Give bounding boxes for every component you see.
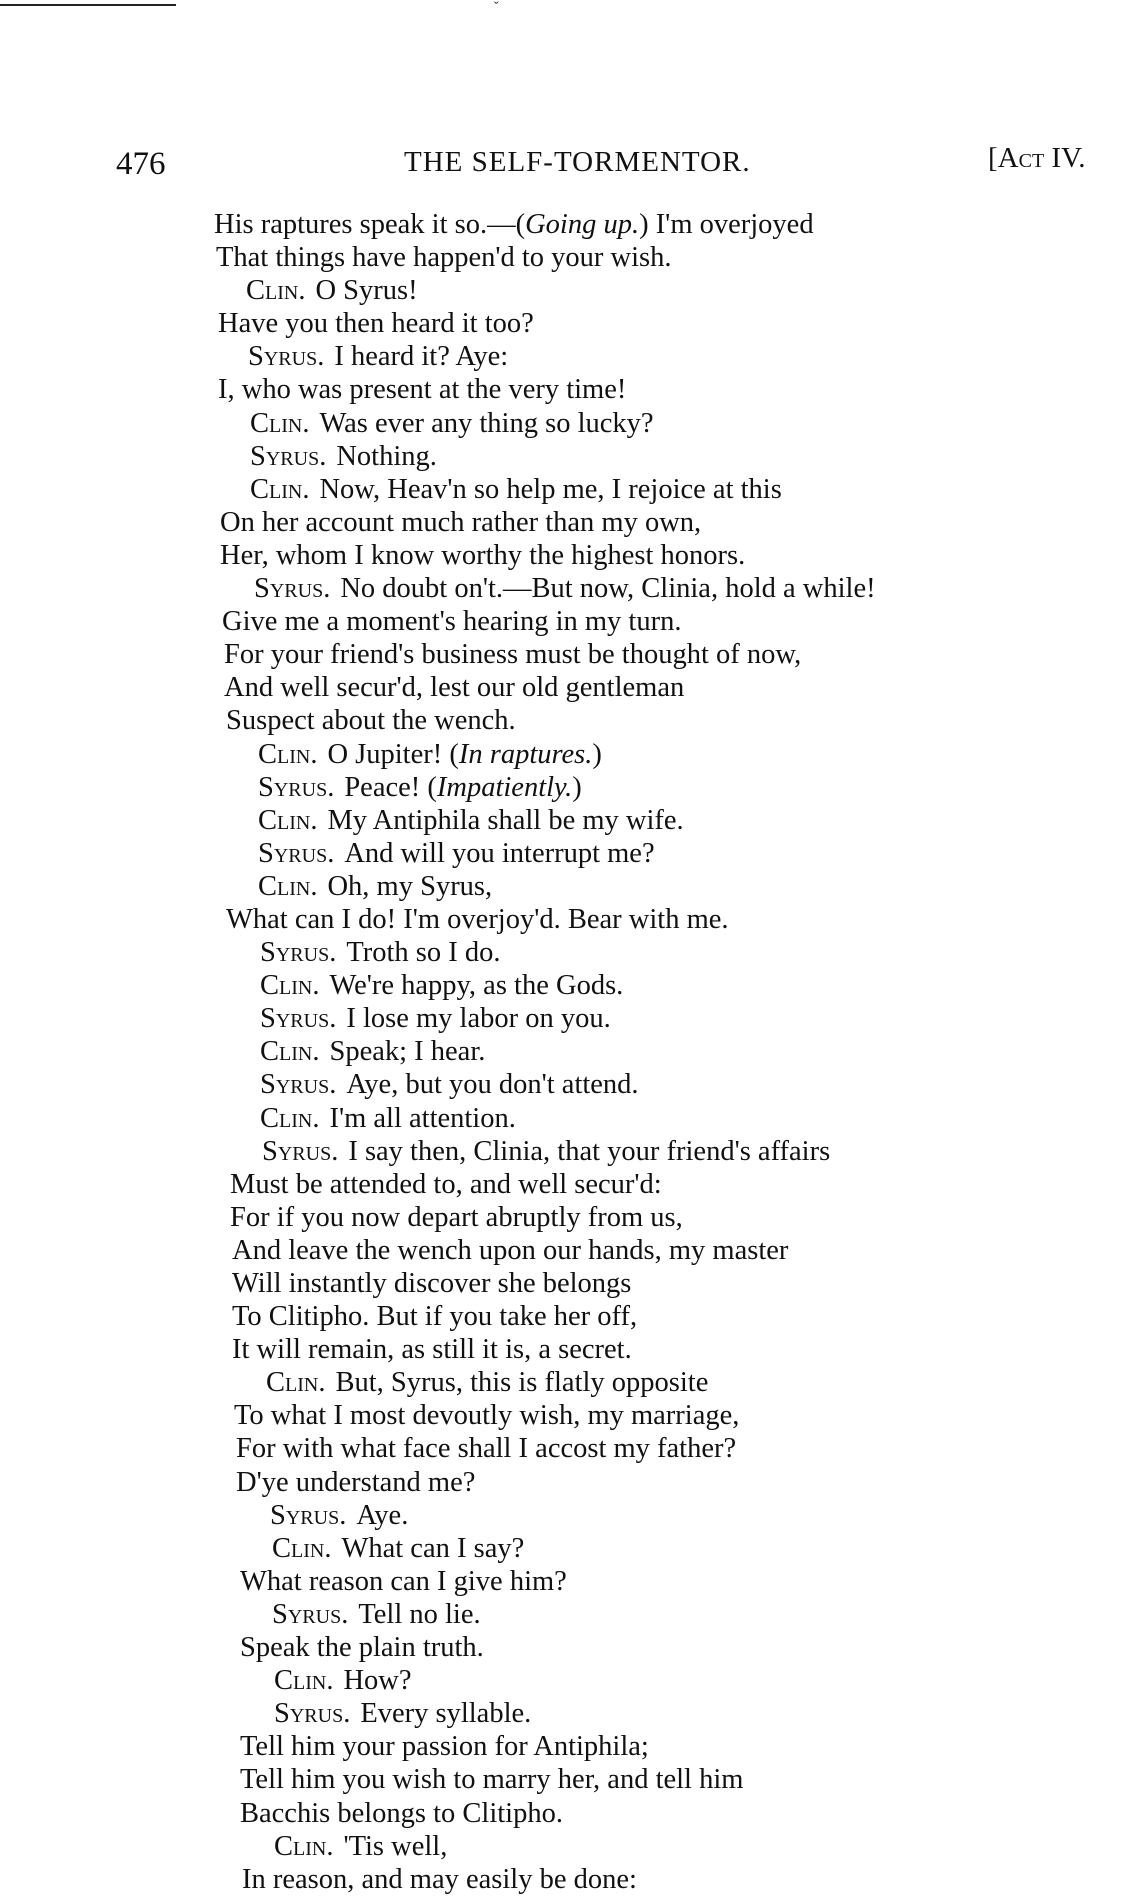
verse-line <box>0 605 1121 638</box>
line-text: 'Tis well, <box>343 1830 448 1862</box>
speaker-name: Syrus. <box>258 837 335 869</box>
line-text: That things have happen'd to your wish. <box>216 242 672 274</box>
speech-line <box>0 407 1121 440</box>
verse-line <box>0 506 1121 539</box>
line-text: Speak; I hear. <box>329 1036 486 1068</box>
line-text: Must be attended to, and well secur'd: <box>230 1168 662 1200</box>
line-text: It will remain, as still it is, a secret. <box>232 1334 632 1366</box>
stage-direction: Going up. <box>525 209 640 240</box>
speaker-name: Clin. <box>258 804 318 836</box>
line-text: For with what face shall I accost my father? <box>236 1433 737 1465</box>
line-text: I say then, Clinia, that your friend's affairs <box>348 1135 831 1167</box>
line-text: His raptures speak it so.—( <box>214 209 526 240</box>
line-text: But, Syrus, this is flatly opposite <box>335 1367 709 1399</box>
line-text: Her, whom I know worthy the highest honors. <box>220 539 746 571</box>
line-text: Peace! ( <box>344 771 437 803</box>
verse-line <box>0 241 1121 274</box>
verse-line <box>0 1730 1121 1763</box>
act-label: [Act IV. <box>988 142 1086 174</box>
speaker-name: Syrus. <box>250 440 327 472</box>
speech-line <box>0 1532 1121 1565</box>
verse-line <box>0 1863 1121 1896</box>
line-text: My Antiphila shall be my wife. <box>327 804 684 836</box>
line-text: To Clitipho. But if you take her off, <box>232 1301 638 1333</box>
speaker-name: Clin. <box>260 1102 320 1134</box>
speaker-name: Syrus. <box>260 937 337 969</box>
speaker-name: Clin. <box>246 275 306 307</box>
verse-line <box>0 1300 1121 1333</box>
verse-line <box>0 1168 1121 1201</box>
line-text: How? <box>343 1665 412 1697</box>
page-number: 476 <box>116 146 166 182</box>
verse-line <box>0 1267 1121 1300</box>
speaker-name: Clin. <box>260 1036 320 1068</box>
line-text: I'm all attention. <box>329 1102 516 1134</box>
line-text: Every syllable. <box>360 1698 532 1730</box>
verse-line <box>0 1333 1121 1366</box>
verse-line <box>0 1631 1121 1664</box>
line-text: Tell him your passion for Antiphila; <box>240 1731 649 1763</box>
line-text: ) I'm overjoyed <box>639 209 814 240</box>
speaker-name: Clin. <box>250 407 310 439</box>
speaker-name: Clin. <box>274 1665 334 1697</box>
speech-line <box>0 1102 1121 1135</box>
line-text: I lose my labor on you. <box>346 1003 611 1035</box>
speaker-name: Syrus. <box>270 1499 347 1531</box>
line-text: Bacchis belongs to Clitipho. <box>240 1797 563 1829</box>
verse-line <box>0 208 1121 241</box>
line-text: Have you then heard it too? <box>218 308 534 340</box>
speech-line <box>0 771 1121 804</box>
line-text: Tell him you wish to marry her, and tell him <box>240 1764 744 1796</box>
line-text: Was ever any thing so lucky? <box>319 407 654 439</box>
stage-direction: Impatiently. <box>436 771 573 803</box>
line-text: We're happy, as the Gods. <box>329 970 624 1002</box>
line-text: Now, Heav'n so help me, I rejoice at this <box>319 473 782 505</box>
line-text: Aye, but you don't attend. <box>346 1069 639 1101</box>
speaker-name: Syrus. <box>272 1598 349 1630</box>
line-text: I heard it? Aye: <box>334 341 509 373</box>
verse-line <box>0 1763 1121 1796</box>
verse-line <box>0 704 1121 737</box>
verse-line <box>0 307 1121 340</box>
speech-line <box>0 738 1121 771</box>
line-text: For your friend's business must be thought of now, <box>224 639 802 671</box>
speech-line <box>0 473 1121 506</box>
speaker-name: Clin. <box>266 1367 326 1399</box>
speech-line <box>0 274 1121 307</box>
speech-line <box>0 969 1121 1002</box>
speech-line <box>0 1830 1121 1863</box>
line-text: O Syrus! <box>315 275 418 307</box>
speaker-name: Syrus. <box>262 1135 339 1167</box>
speech-line <box>0 1499 1121 1532</box>
speech-line <box>0 1035 1121 1068</box>
verse-line <box>0 1797 1121 1830</box>
stage-direction: In raptures. <box>458 738 593 770</box>
line-text: D'ye understand me? <box>236 1466 476 1498</box>
line-text: For if you now depart abruptly from us, <box>230 1201 683 1233</box>
speaker-name: Clin. <box>258 738 318 770</box>
speaker-name: Syrus. <box>274 1698 351 1730</box>
line-text: And leave the wench upon our hands, my master <box>232 1234 789 1266</box>
verse-line <box>0 539 1121 572</box>
top-rule <box>0 4 176 6</box>
line-text: Suspect about the wench. <box>226 705 516 737</box>
line-text: What reason can I give him? <box>240 1565 567 1597</box>
verse-line <box>0 1399 1121 1432</box>
speech-line <box>0 1135 1121 1168</box>
line-text: And well secur'd, lest our old gentleman <box>224 672 685 704</box>
speaker-name: Clin. <box>274 1830 334 1862</box>
speaker-name: Syrus. <box>260 1003 337 1035</box>
line-text: ) <box>592 738 602 770</box>
line-text: In reason, and may easily be done: <box>242 1863 637 1895</box>
speech-line <box>0 804 1121 837</box>
line-text: Speak the plain truth. <box>240 1632 484 1664</box>
speech-line <box>0 1598 1121 1631</box>
line-text: Tell no lie. <box>358 1598 481 1630</box>
speaker-name: Syrus. <box>248 341 325 373</box>
speech-line <box>0 340 1121 373</box>
line-text: To what I most devoutly wish, my marriage, <box>234 1400 740 1432</box>
speech-line <box>0 1068 1121 1101</box>
verse-line <box>0 638 1121 671</box>
play-text <box>0 208 1121 1896</box>
speech-line <box>0 936 1121 969</box>
line-text: O Jupiter! ( <box>327 738 459 770</box>
verse-line <box>0 671 1121 704</box>
speaker-name: Syrus. <box>260 1069 337 1101</box>
line-text: And will you interrupt me? <box>344 837 655 869</box>
speech-line <box>0 572 1121 605</box>
line-text: Oh, my Syrus, <box>327 870 493 902</box>
line-text: No doubt on't.—But now, Clinia, hold a while! <box>340 573 876 605</box>
speech-line <box>0 1664 1121 1697</box>
line-text: Aye. <box>356 1499 409 1531</box>
verse-line <box>0 903 1121 936</box>
line-text: Troth so I do. <box>346 937 501 969</box>
verse-line <box>0 1466 1121 1499</box>
line-text: On her account much rather than my own, <box>220 506 702 538</box>
line-text: I, who was present at the very time! <box>218 374 627 406</box>
speaker-name: Syrus. <box>254 573 331 605</box>
verse-line <box>0 1234 1121 1267</box>
line-text: What can I say? <box>341 1532 525 1564</box>
verse-line <box>0 1432 1121 1465</box>
speech-line <box>0 440 1121 473</box>
speaker-name: Clin. <box>272 1532 332 1564</box>
speech-line <box>0 870 1121 903</box>
line-text: What can I do! I'm overjoy'd. Bear with me. <box>226 903 729 935</box>
verse-line <box>0 1565 1121 1598</box>
speaker-name: Syrus. <box>258 771 335 803</box>
line-text: ) <box>572 771 582 803</box>
line-text: Give me a moment's hearing in my turn. <box>222 606 682 638</box>
page-header <box>0 142 1121 192</box>
speech-line <box>0 1697 1121 1730</box>
top-mark: ˇ <box>494 0 499 15</box>
speech-line <box>0 1366 1121 1399</box>
verse-line <box>0 1201 1121 1234</box>
speaker-name: Clin. <box>258 870 318 902</box>
verse-line <box>0 373 1121 406</box>
speaker-name: Clin. <box>250 473 310 505</box>
line-text: Nothing. <box>336 440 437 472</box>
speech-line <box>0 1002 1121 1035</box>
line-text: Will instantly discover she belongs <box>232 1268 632 1299</box>
speaker-name: Clin. <box>260 970 320 1002</box>
running-title: THE SELF-TORMENTOR. <box>404 146 751 178</box>
speech-line <box>0 837 1121 870</box>
